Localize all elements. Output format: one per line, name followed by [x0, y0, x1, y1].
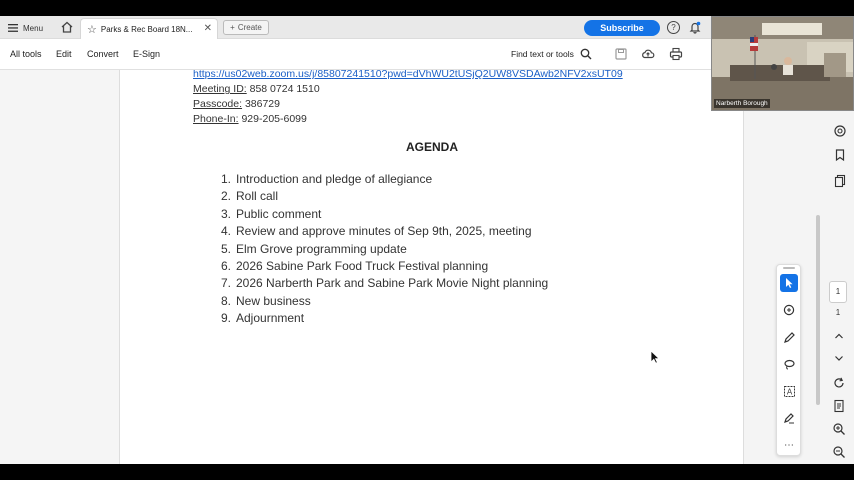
more-tools-button[interactable]: [780, 436, 798, 454]
agenda-number: 5.: [220, 241, 231, 256]
left-panel: [0, 70, 120, 464]
agenda-item: [211, 224, 711, 241]
search-icon[interactable]: [580, 48, 592, 60]
draw-tool-button[interactable]: [780, 355, 798, 373]
mouse-cursor-icon: [650, 350, 660, 364]
comment-add-icon: [783, 304, 796, 317]
agenda-item: [211, 294, 711, 311]
highlight-tool-button[interactable]: [780, 328, 798, 346]
app-window: [0, 16, 854, 464]
phone-value: 929-205-6099: [241, 113, 307, 125]
select-tool-button[interactable]: [780, 274, 798, 292]
agenda-number: 6.: [220, 258, 231, 273]
agenda-item: [211, 276, 711, 293]
drag-handle[interactable]: [783, 267, 795, 269]
video-feed-image: [712, 17, 854, 111]
bookmark-icon[interactable]: [833, 148, 847, 162]
passcode-value: 386729: [244, 98, 280, 110]
plus-icon: +: [230, 23, 235, 32]
current-page-box[interactable]: 1: [829, 281, 847, 303]
menu-label: Menu: [23, 23, 44, 33]
agenda-text: New business: [236, 293, 311, 308]
passcode-row: [193, 97, 713, 112]
create-label: Create: [237, 23, 262, 32]
pdf-page[interactable]: [120, 70, 744, 464]
agenda-item: [211, 311, 711, 328]
agenda-text: Introduction and pledge of allegiance: [236, 172, 433, 186]
lasso-icon: [783, 358, 796, 371]
subscribe-button[interactable]: Subscribe: [584, 20, 660, 36]
agenda-item: [211, 242, 711, 259]
meeting-video-overlay[interactable]: [711, 16, 854, 111]
text-tool-button[interactable]: [780, 382, 798, 400]
passcode-label: Passcode:: [193, 98, 243, 110]
close-icon[interactable]: ✕: [203, 23, 212, 34]
agenda-number: 9.: [220, 311, 231, 326]
agenda-text: Elm Grove programming update: [236, 241, 407, 256]
agenda-number: 3.: [220, 206, 231, 221]
convert-button[interactable]: Convert: [87, 49, 119, 59]
zoom-link[interactable]: https://us02web.zoom.us/j/85807241510?pwd=dVhWU2tUSjQ2UW8VSDAwb2NFV2xsUT09: [193, 70, 623, 80]
refresh-icon[interactable]: [832, 376, 846, 390]
meeting-id-value: 858 0724 1510: [249, 83, 320, 95]
document-tab[interactable]: [80, 18, 218, 39]
copy-pages-icon[interactable]: [833, 174, 847, 188]
create-button[interactable]: [223, 20, 269, 35]
zoom-out-icon[interactable]: [832, 445, 846, 459]
agenda-title: AGENDA: [406, 140, 459, 154]
agenda-item: [211, 207, 711, 224]
svg-text:A: A: [786, 387, 792, 396]
agenda-text: Public comment: [236, 206, 322, 221]
menu-button[interactable]: [8, 21, 43, 35]
help-icon[interactable]: ?: [667, 21, 680, 34]
agenda-number: 2.: [220, 189, 231, 204]
phone-label: Phone-In:: [193, 113, 239, 125]
quick-tools-strip: [776, 264, 801, 456]
agenda-number: 7.: [220, 276, 231, 291]
pointer-icon: [784, 277, 794, 289]
edit-button[interactable]: Edit: [56, 49, 72, 59]
sign-pen-icon: [783, 412, 796, 425]
agenda-item: [211, 259, 711, 276]
agenda-list: [211, 172, 711, 329]
find-text-label[interactable]: Find text or tools: [511, 49, 574, 59]
ai-assistant-icon[interactable]: [833, 124, 847, 138]
home-icon[interactable]: [60, 20, 74, 34]
tab-title: Parks & Rec Board 18N...: [100, 24, 193, 34]
bell-icon[interactable]: [689, 21, 701, 34]
agenda-text: 2026 Sabine Park Food Truck Festival planning: [236, 258, 489, 273]
page-fit-icon[interactable]: [832, 399, 846, 413]
star-icon[interactable]: ☆: [87, 23, 97, 36]
page-content: [193, 70, 713, 326]
scrollbar-thumb[interactable]: [816, 215, 820, 405]
agenda-text: Review and approve minutes of Sep 9th, 2025, meeting: [236, 224, 532, 239]
chevron-down-icon[interactable]: [832, 351, 846, 365]
phone-row: [193, 112, 713, 127]
agenda-number: 1.: [220, 172, 231, 186]
total-pages: 1: [835, 308, 841, 317]
agenda-item: [211, 172, 711, 189]
comment-tool-button[interactable]: [780, 301, 798, 319]
fill-sign-tool-button[interactable]: [780, 409, 798, 427]
pen-icon: [783, 331, 796, 344]
hamburger-icon: [8, 24, 18, 32]
meeting-id-row: [193, 82, 713, 97]
agenda-text: Adjournment: [236, 311, 305, 326]
esign-button[interactable]: E-Sign: [133, 49, 161, 59]
video-caption: Narberth Borough: [716, 100, 768, 107]
meeting-id-label: Meeting ID:: [193, 83, 247, 95]
more-icon: ⋯: [784, 439, 794, 451]
agenda-item: [211, 189, 711, 206]
agenda-number: 8.: [220, 293, 231, 308]
save-icon[interactable]: [614, 47, 628, 61]
cloud-upload-icon[interactable]: [641, 47, 655, 61]
agenda-text: Roll call: [236, 189, 279, 204]
all-tools-button[interactable]: All tools: [10, 49, 42, 59]
agenda-text: 2026 Narberth Park and Sabine Park Movie Night planning: [236, 276, 549, 291]
print-icon[interactable]: [669, 47, 683, 61]
text-box-icon: [783, 385, 796, 398]
vertical-scrollbar[interactable]: [815, 70, 822, 464]
agenda-number: 4.: [220, 224, 231, 239]
chevron-up-icon[interactable]: [832, 329, 846, 343]
zoom-in-icon[interactable]: [832, 422, 846, 436]
